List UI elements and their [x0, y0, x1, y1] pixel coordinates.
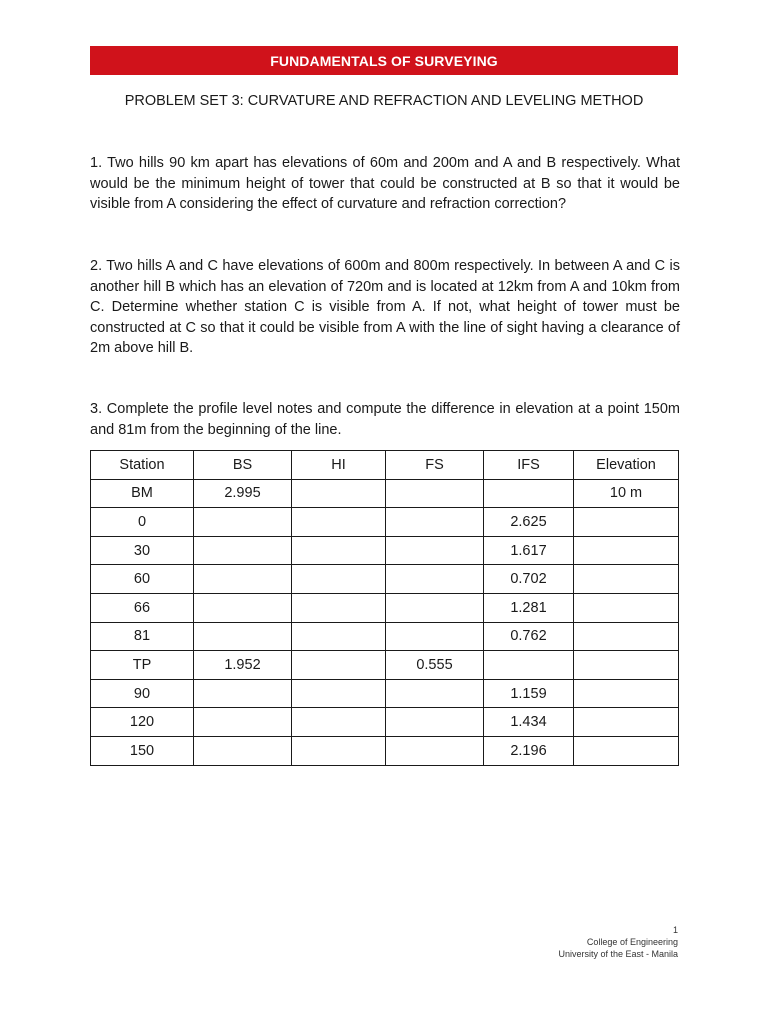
problem-2: 2. Two hills A and C have elevations of 600m and 800m respectively. In between A and C is another hill B which has an elevation of 720m and is located at 12km from A and 10km from C. Determine whether station C is visible from A. If not, what height of tower must be constructed at C so that it could be visible from A with the line of sight having a clearance of 2m above hill B.: [90, 258, 680, 356]
header-hi: HI: [292, 451, 386, 480]
cell-ifs: [484, 479, 574, 508]
university-name: University of the East - Manila: [558, 949, 678, 959]
cell-elevation: [574, 593, 679, 622]
cell-fs: [386, 708, 484, 737]
cell-bs: [194, 593, 292, 622]
cell-bs: [194, 622, 292, 651]
cell-bs: [194, 736, 292, 765]
table-row: [91, 479, 679, 508]
table-row: [91, 565, 679, 594]
cell-ifs: 2.625: [484, 508, 574, 537]
cell-bs: [194, 508, 292, 537]
problem-1: 1. Two hills 90 km apart has elevations of 60m and 200m and A and B respectively. What would be the minimum height of tower that could be constructed at B so that it would be visible from A considering the effect of curvature and refraction correction?: [90, 155, 680, 212]
header-bs: BS: [194, 451, 292, 480]
cell-fs: [386, 622, 484, 651]
cell-bs: [194, 565, 292, 594]
document-title-banner: [90, 46, 678, 75]
cell-fs: [386, 479, 484, 508]
cell-elevation: [574, 622, 679, 651]
page-number: 1: [672, 925, 678, 935]
problem-3: 3. Complete the profile level notes and compute the difference in elevation at a point 150m and 81m from the beginning of the line.: [90, 401, 680, 438]
cell-ifs: 0.702: [484, 565, 574, 594]
cell-station: 120: [91, 708, 194, 737]
page-footer: [558, 924, 678, 960]
cell-fs: [386, 536, 484, 565]
cell-hi: [292, 651, 386, 680]
cell-ifs: 1.434: [484, 708, 574, 737]
cell-station: TP: [91, 651, 194, 680]
cell-ifs: 1.617: [484, 536, 574, 565]
cell-fs: [386, 508, 484, 537]
cell-station: 0: [91, 508, 194, 537]
cell-fs: [386, 565, 484, 594]
cell-hi: [292, 736, 386, 765]
cell-hi: [292, 679, 386, 708]
cell-elevation: [574, 679, 679, 708]
cell-ifs: 0.762: [484, 622, 574, 651]
cell-elevation: [574, 565, 679, 594]
cell-elevation: [574, 736, 679, 765]
level-notes-table: [90, 450, 679, 766]
table-header-row: [91, 451, 679, 480]
document-title: FUNDAMENTALS OF SURVEYING: [270, 52, 498, 69]
cell-station: 60: [91, 565, 194, 594]
cell-hi: [292, 508, 386, 537]
cell-elevation: [574, 651, 679, 680]
cell-station: 150: [91, 736, 194, 765]
cell-bs: 1.952: [194, 651, 292, 680]
cell-hi: [292, 593, 386, 622]
table-row: [91, 593, 679, 622]
table-row: [91, 708, 679, 737]
cell-fs: [386, 736, 484, 765]
cell-station: 66: [91, 593, 194, 622]
cell-hi: [292, 565, 386, 594]
cell-fs: 0.555: [386, 651, 484, 680]
table-row: [91, 736, 679, 765]
cell-station: 81: [91, 622, 194, 651]
cell-ifs: [484, 651, 574, 680]
header-elevation: Elevation: [574, 451, 679, 480]
cell-station: 30: [91, 536, 194, 565]
cell-elevation: [574, 536, 679, 565]
cell-hi: [292, 479, 386, 508]
cell-ifs: 1.281: [484, 593, 574, 622]
cell-hi: [292, 708, 386, 737]
cell-fs: [386, 593, 484, 622]
cell-ifs: 1.159: [484, 679, 574, 708]
cell-bs: 2.995: [194, 479, 292, 508]
cell-station: BM: [91, 479, 194, 508]
header-ifs: IFS: [484, 451, 574, 480]
cell-hi: [292, 622, 386, 651]
cell-bs: [194, 536, 292, 565]
problem-set-title: PROBLEM SET 3: CURVATURE AND REFRACTION AND LEVELING METHOD: [124, 93, 644, 109]
table-row: [91, 679, 679, 708]
cell-hi: [292, 536, 386, 565]
cell-elevation: [574, 508, 679, 537]
cell-bs: [194, 679, 292, 708]
cell-bs: [194, 708, 292, 737]
header-station: Station: [91, 451, 194, 480]
cell-elevation: 10 m: [574, 479, 679, 508]
cell-ifs: 2.196: [484, 736, 574, 765]
cell-station: 90: [91, 679, 194, 708]
college-name: College of Engineering: [586, 937, 678, 947]
cell-fs: [386, 679, 484, 708]
table-row: [91, 622, 679, 651]
table-row: [91, 508, 679, 537]
table-row: [91, 651, 679, 680]
header-fs: FS: [386, 451, 484, 480]
table-row: [91, 536, 679, 565]
cell-elevation: [574, 708, 679, 737]
